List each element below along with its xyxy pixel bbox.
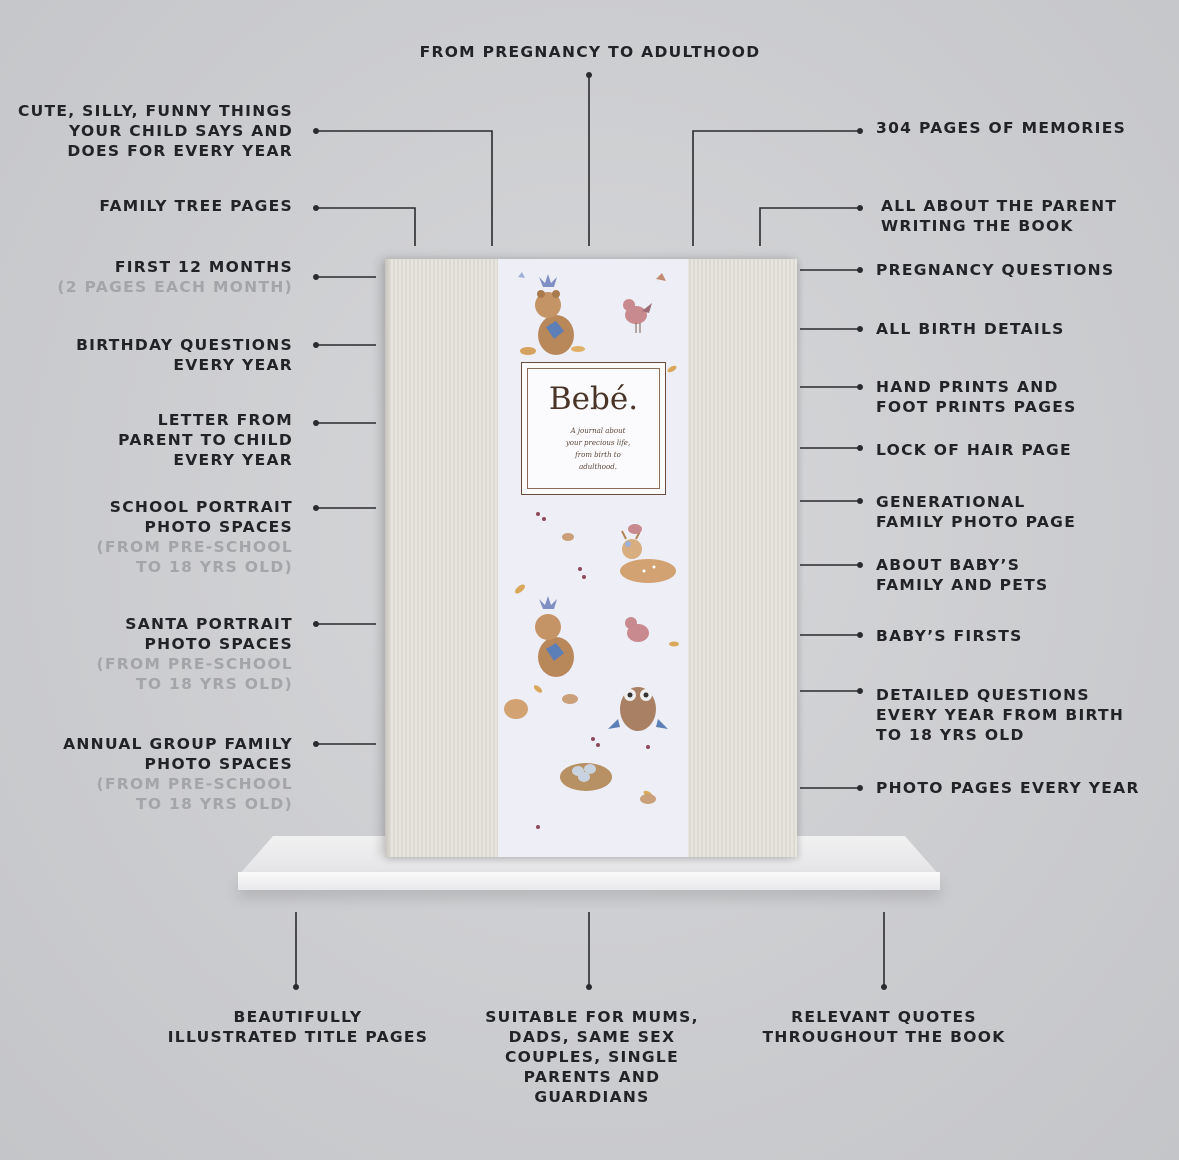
label-right-3: PREGNANCY QUESTIONS <box>876 261 1115 279</box>
label-right-4: ALL BIRTH DETAILS <box>876 320 1065 338</box>
label-top: FROM PREGNANCY TO ADULTHOOD <box>419 43 761 61</box>
label-right-2: ALL ABOUT THE PARENT WRITING THE BOOK <box>881 197 1118 235</box>
deer-peek-illustration <box>504 699 528 719</box>
connector-left-1 <box>316 131 492 246</box>
small-bird-illustration <box>562 524 642 541</box>
label-left-8: ANNUAL GROUP FAMILY PHOTO SPACES (FROM PRE-SCHOOL TO 18 YRS OLD) <box>63 735 293 813</box>
label-bottom-1: BEAUTIFULLY ILLUSTRATED TITLE PAGES <box>167 1008 429 1046</box>
sparrow-illustration <box>562 694 578 704</box>
label-right-8: ABOUT BABY’S FAMILY AND PETS <box>876 556 1049 594</box>
label-left-1: CUTE, SILLY, FUNNY THINGS YOUR CHILD SAYS AND DOES FOR EVERY YEAR <box>17 102 293 160</box>
label-right-7: GENERATIONAL FAMILY PHOTO PAGE <box>876 493 1077 531</box>
label-left-2: FAMILY TREE PAGES <box>99 197 293 215</box>
label-right-5: HAND PRINTS AND FOOT PRINTS PAGES <box>876 378 1077 416</box>
deer-illustration <box>620 531 676 583</box>
label-right-10: DETAILED QUESTIONS EVERY YEAR FROM BIRTH TO 18 YRS OLD <box>876 686 1125 744</box>
label-right-11: PHOTO PAGES EVERY YEAR <box>876 779 1140 797</box>
label-right-9: BABY’S FIRSTS <box>876 627 1023 645</box>
label-left-4: BIRTHDAY QUESTIONS EVERY YEAR <box>76 336 293 374</box>
label-left-7: SANTA PORTRAIT PHOTO SPACES (FROM PRE-SCHOOL TO 18 YRS OLD) <box>96 615 293 693</box>
woodland-illustrations <box>498 259 688 857</box>
owl-illustration <box>608 687 668 731</box>
book-title: Bebé. <box>548 381 639 417</box>
shelf-front <box>238 872 940 890</box>
bird-illustration-2 <box>625 617 649 642</box>
connector-right-2 <box>760 208 860 246</box>
illustrated-band <box>498 259 688 857</box>
bird-illustration <box>623 299 652 333</box>
label-left-6: SCHOOL PORTRAIT PHOTO SPACES (FROM PRE-SCHOOL TO 18 YRS OLD) <box>96 498 293 576</box>
book-tagline: A journal about your precious life, from birth to adulthood. <box>565 427 631 471</box>
label-right-1: 304 PAGES OF MEMORIES <box>876 119 1127 137</box>
bear-illustration-2 <box>535 596 574 677</box>
connector-left-2 <box>316 208 415 246</box>
label-bottom-2: SUITABLE FOR MUMS, DADS, SAME SEX COUPLES, SINGLE PARENTS AND GUARDIANS <box>485 1008 699 1106</box>
bear-illustration <box>520 274 585 355</box>
label-right-6: LOCK OF HAIR PAGE <box>876 441 1072 459</box>
label-left-5: LETTER FROM PARENT TO CHILD EVERY YEAR <box>118 411 293 469</box>
connector-right-1 <box>693 131 860 246</box>
nest-illustration <box>560 763 612 791</box>
book-title-box <box>521 362 666 495</box>
label-left-3: FIRST 12 MONTHS (2 PAGES EACH MONTH) <box>57 258 293 296</box>
label-bottom-3: RELEVANT QUOTES THROUGHOUT THE BOOK <box>762 1008 1006 1046</box>
